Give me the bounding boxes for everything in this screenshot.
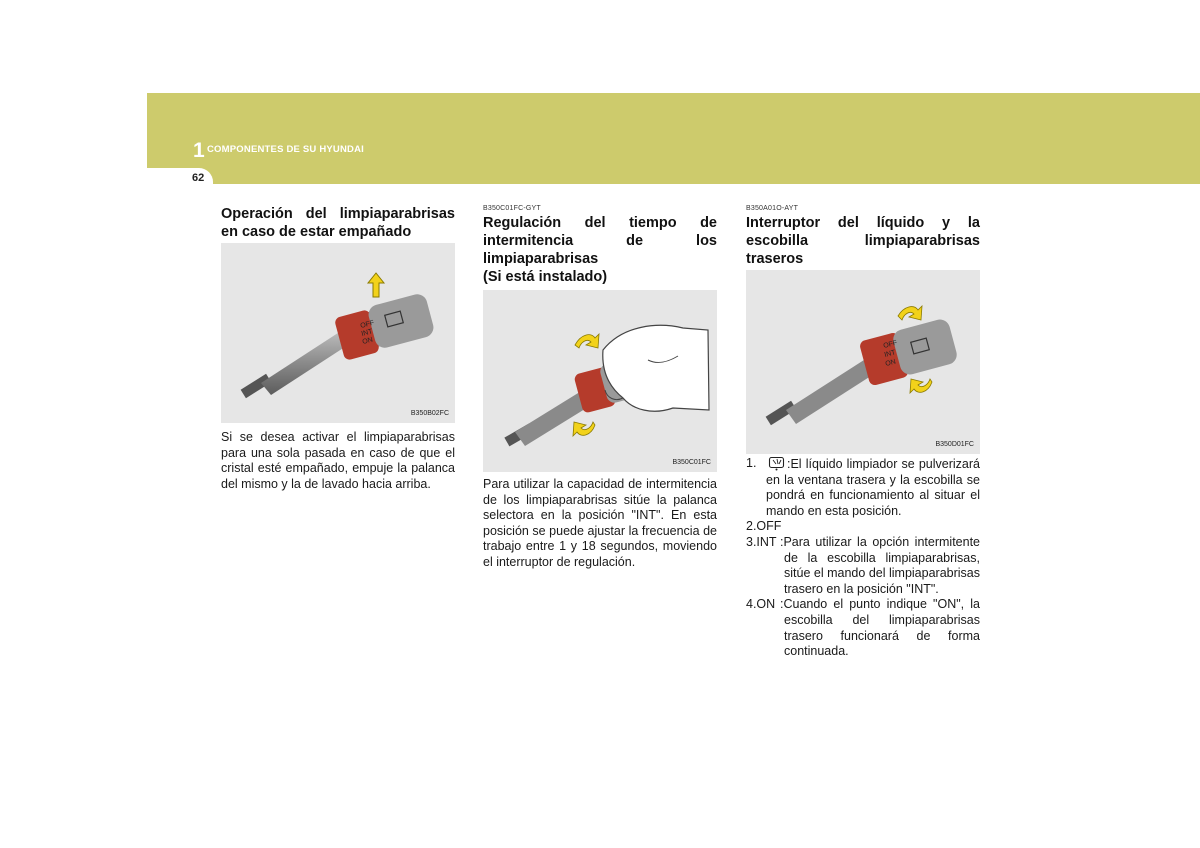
page-number: 62 [192,172,205,184]
chapter-number: 1 [193,139,205,162]
list-item: 1. :El líquido limpiador se pulverizará en la ventana trasera y la escobilla se pondrá en funcionamiento al situar el mando en esta posición. [746,456,980,518]
figure-code: B350C01FC [672,459,711,466]
list-item [746,519,980,535]
body-text-defog: Si se desea activar el limpiaparabrisas para una sola pasada en caso de que el cristal esté empañado, empuje la palanca del mismo y la de lavado hacia arriba. [221,430,455,491]
section-heading-defog-wiper: Operación del limpiaparabrisas en caso de estar empañado [221,206,455,240]
svg-text:INT: INT [883,349,897,359]
section-heading-interval-line4: (Si está instalado) [483,269,608,285]
section-heading-interval-line3: limpiaparabrisas [483,251,599,267]
figure-rear-wiper-switch [746,270,980,454]
list-item-number: 1. [746,456,757,470]
svg-text:OFF: OFF [359,319,376,330]
section-heading-rear-line2: escobilla limpiaparabrisas [746,233,980,249]
section-code: B350A01O-AYT [746,205,799,212]
list-item [746,535,980,597]
list-item-number: 2.OFF [746,519,782,534]
figure-code: B350B02FC [410,410,449,417]
washer-spray-icon [768,456,785,471]
section-heading-interval-line2: intermitencia de los [483,233,717,249]
figure-interval-adjust [483,290,717,472]
rotate-arrow-down-icon [910,379,932,393]
svg-text:ON: ON [361,336,374,346]
figure-code: B350D01FC [935,441,974,448]
rotate-arrow-down-icon [573,422,595,436]
header-band [147,93,1200,184]
list-item-number: 4.ON [746,597,776,612]
figure-wiper-lever-push-up [221,243,455,423]
wiper-lever-icon [241,292,436,398]
section-heading-interval-line1: Regulación del tiempo de [483,215,717,231]
rotate-arrow-up-icon [575,334,599,348]
list-item-text: :Cuando el punto indique "ON", la escobilla del limpiaparabrisas trasero funcionará de forma continuada. [780,597,980,659]
svg-text:INT: INT [360,328,374,338]
chapter-title: COMPONENTES DE SU HYUNDAI [207,144,365,155]
arrow-up-icon [368,273,384,297]
svg-text:ON: ON [884,358,897,368]
list-item [746,597,980,659]
section-heading-rear-line3: traseros [746,251,804,267]
list-item-number: 3.INT [746,534,777,549]
list-item-text: :Para utilizar la opción intermitente de la escobilla limpiaparabrisas, sitúe el mando del limpiaparabrisas trasero en la posición "INT". [780,534,980,596]
section-code: B350C01FC-GYT [483,205,541,212]
svg-text:OFF: OFF [882,339,899,350]
rear-wiper-positions-list [746,456,980,660]
rotate-arrow-up-icon [898,306,922,320]
wiper-lever-icon [766,317,959,425]
section-heading-rear-line1: Interruptor del líquido y la [746,215,980,231]
body-text-interval: Para utilizar la capacidad de intermitencia de los limpiaparabrisas sitúe la palanca selectora en la posición "INT". En esta posición se puede ajustar la frecuencia de trabajo entre 1 y 18 segundos, moviendo el interruptor de regulación. [483,477,717,569]
